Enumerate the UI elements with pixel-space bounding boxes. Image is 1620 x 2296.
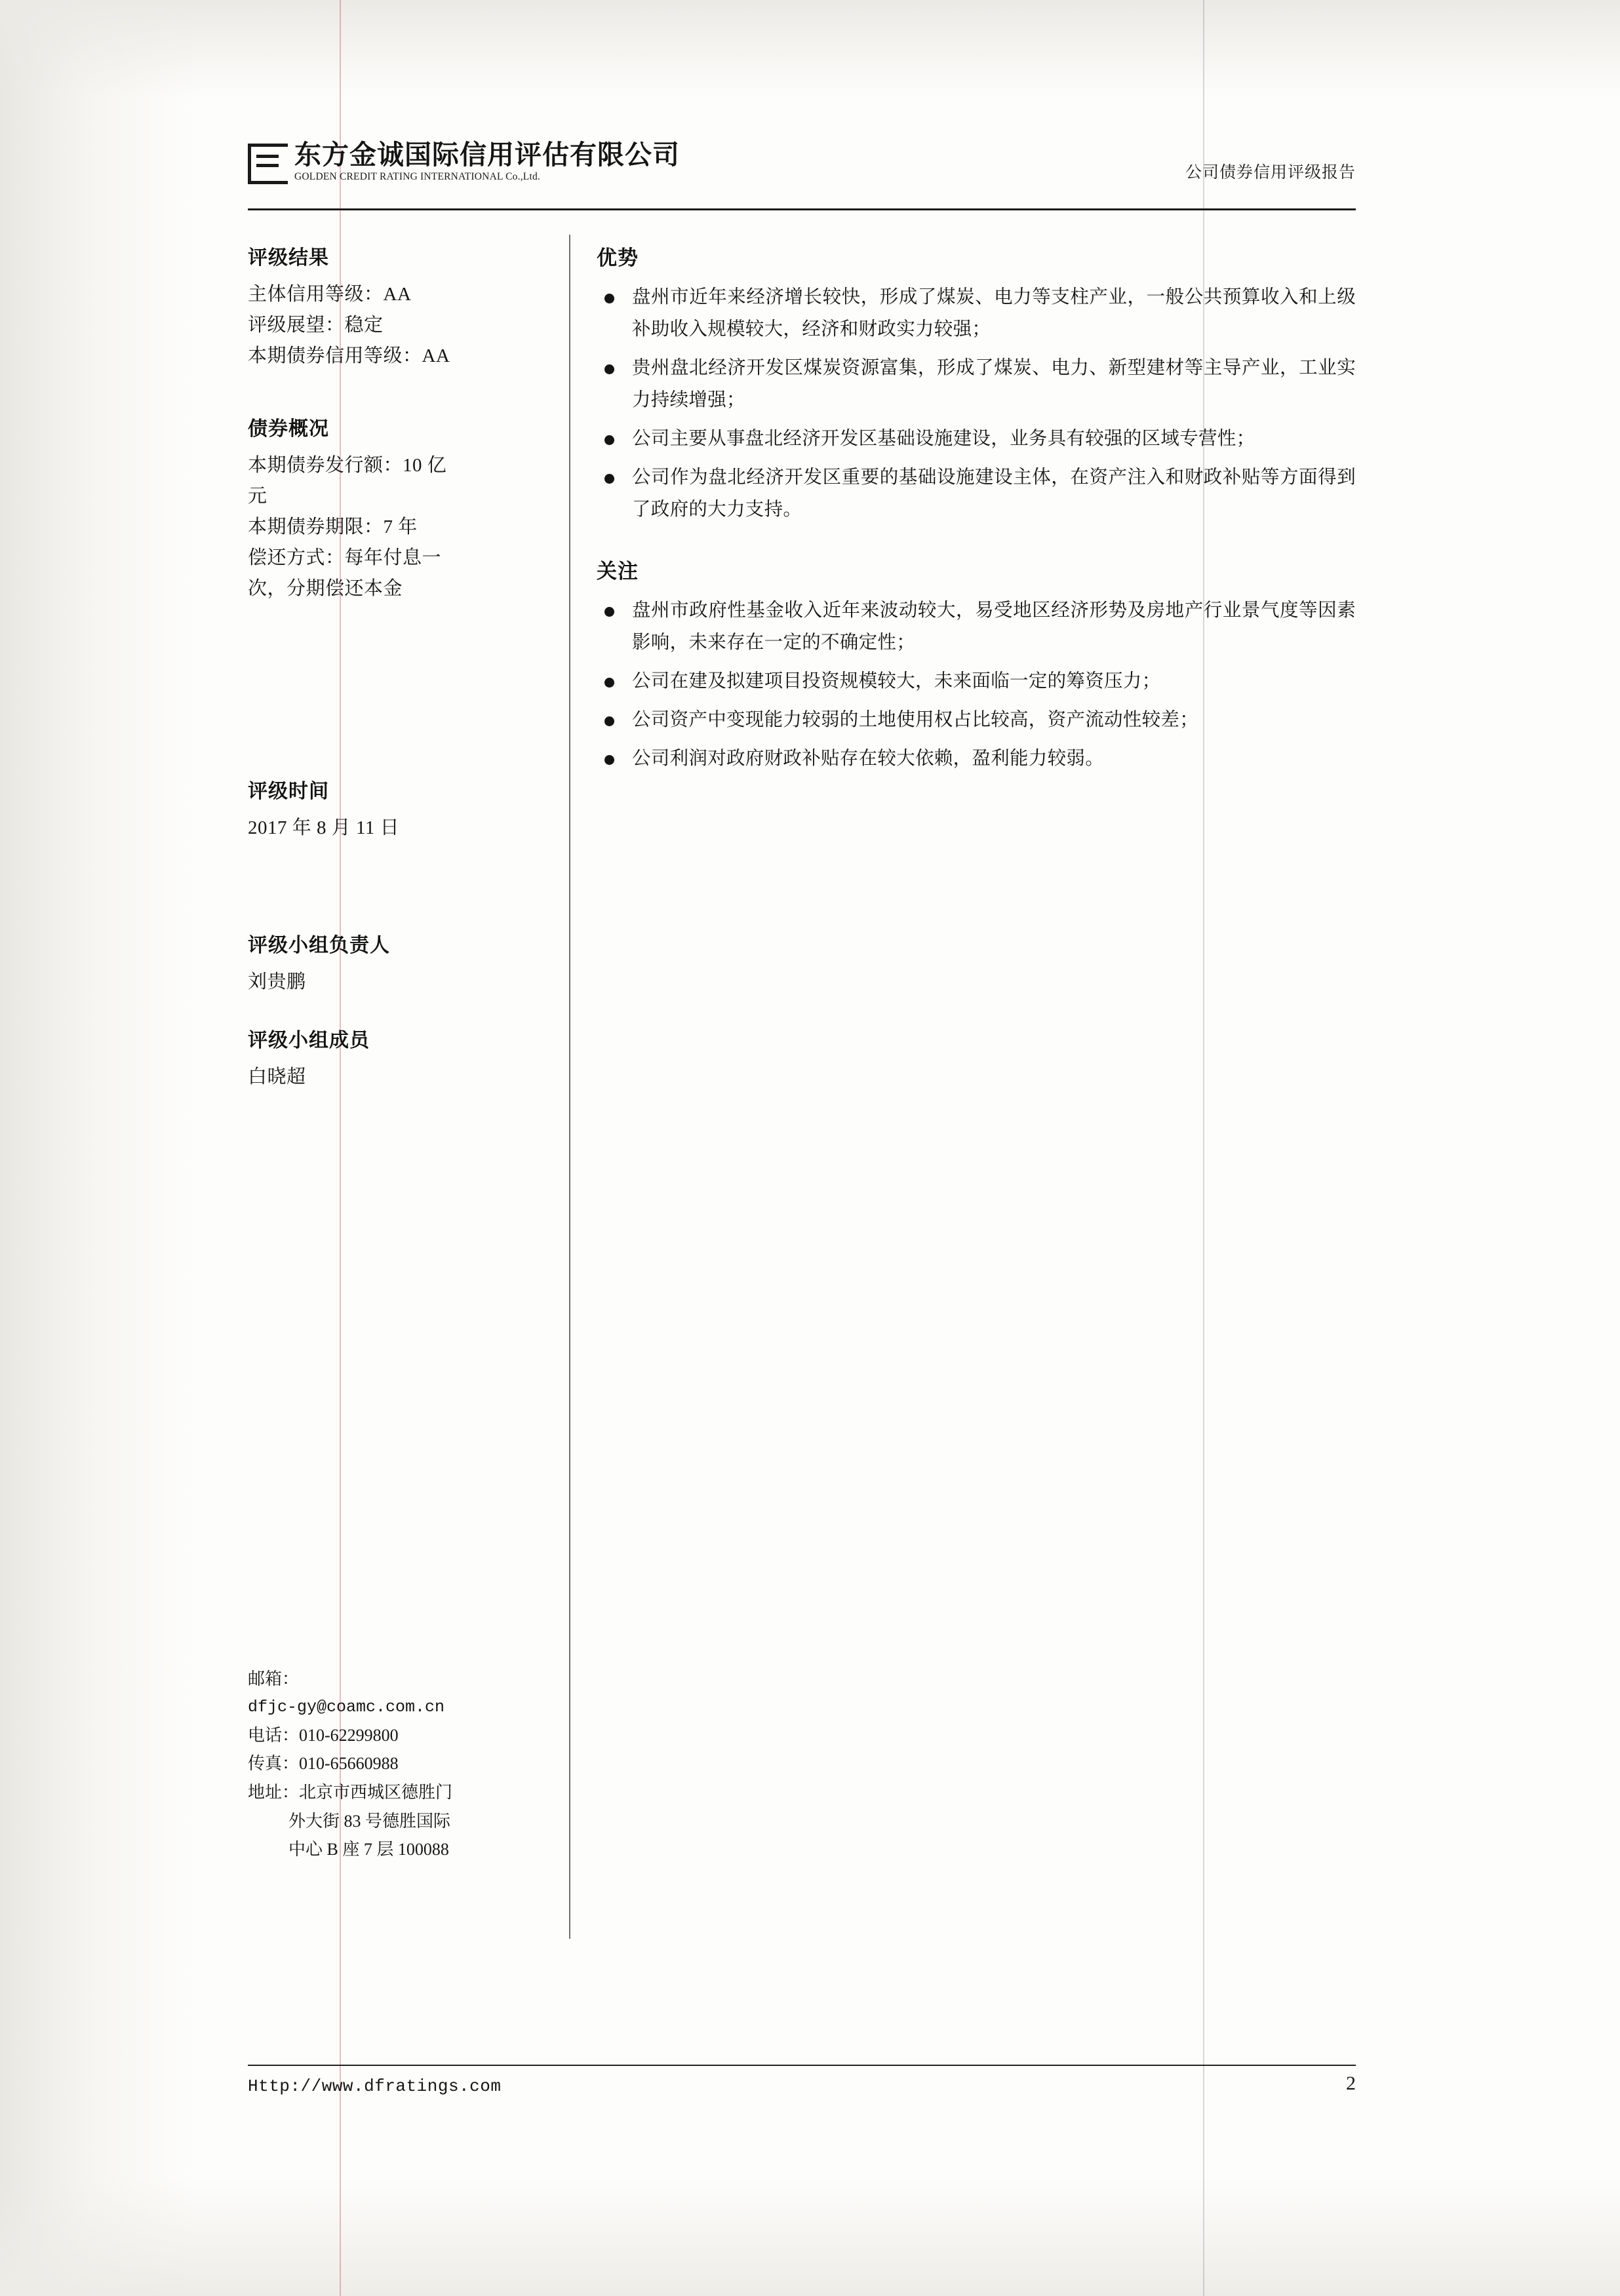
concerns-section [597,555,1356,775]
left-sidebar-column [248,241,549,1093]
logo-mark-icon [248,144,288,184]
rating-result-line: 主体信用等级：AA [248,284,412,305]
telephone: 电话：010-62299800 [248,1725,399,1745]
rating-time-value: 2017 年 8 月 11 日 [248,817,400,838]
team-members-block [248,1024,549,1093]
concerns-list [597,594,1356,775]
email-value: dfjc-gy@coamc.com.cn [248,1697,445,1717]
strengths-list [597,281,1356,526]
rating-result-line: 本期债券信用等级：AA [248,345,450,366]
strengths-section [597,241,1356,526]
bond-overview-line: 本期债券发行额：10 亿 [248,454,447,476]
page-number: 2 [1346,2072,1356,2094]
rating-result-title: 评级结果 [248,247,329,269]
fax: 传真：010-65660988 [248,1754,399,1774]
document-type-label: 公司债券信用评级报告 [1185,163,1356,182]
concerns-title: 关注 [597,560,639,583]
footer-divider [248,2065,1356,2066]
team-leader-block [248,929,549,998]
address-line-3: 中心 B 座 7 层 100088 [288,1840,449,1859]
list-item: 公司利润对政府财政补贴存在较大依赖，盈利能力较弱。 [597,743,1356,775]
company-name-en: GOLDEN CREDIT RATING INTERNATIONAL Co.,Ltd. [294,171,540,183]
team-members-name: 白晓超 [248,1066,306,1087]
main-content-column [597,241,1356,781]
address-line-1: 地址：北京市西城区德胜门 [248,1783,453,1802]
email-label: 邮箱： [248,1669,300,1688]
footer-url[interactable]: Http://www.dfratings.com [248,2076,502,2096]
team-members-title: 评级小组成员 [248,1029,370,1051]
team-leader-name: 刘贵鹏 [248,971,306,992]
bond-overview-block [248,412,549,604]
company-logo [248,141,680,184]
header-divider [248,208,1356,210]
address-line-2: 外大街 83 号德胜国际 [288,1811,451,1831]
document-header [248,141,1356,200]
scan-edge-left [0,0,197,2296]
list-item: 公司资产中变现能力较弱的土地使用权占比较高，资产流动性较差； [597,704,1356,736]
bond-overview-line: 元 [248,485,267,507]
list-item: 贵州盘北经济开发区煤炭资源富集，形成了煤炭、电力、新型建材等主导产业，工业实力持续增强； [597,352,1356,416]
bond-overview-line: 偿还方式：每年付息一 [248,547,442,568]
rating-time-block [248,775,549,844]
company-name-cn: 东方金诚国际信用评估有限公司 [294,140,680,170]
contact-block [248,1665,556,1864]
list-item: 盘州市近年来经济增长较快，形成了煤炭、电力等支柱产业，一般公共预算收入和上级补助收入规模较大，经济和财政实力较强； [597,281,1356,345]
list-item: 公司作为盘北经济开发区重要的基础设施建设主体，在资产注入和财政补贴等方面得到了政府的大力支持。 [597,461,1356,526]
list-item: 公司主要从事盘北经济开发区基础设施建设，业务具有较强的区域专营性； [597,423,1356,455]
strengths-title: 优势 [597,246,639,269]
list-item: 盘州市政府性基金收入近年来波动较大，易受地区经济形势及房地产行业景气度等因素影响，未来存在一定的不确定性； [597,594,1356,659]
bond-overview-line: 本期债券期限：7 年 [248,516,418,537]
rating-result-block [248,241,549,372]
team-leader-title: 评级小组负责人 [248,934,390,956]
list-item: 公司在建及拟建项目投资规模较大，未来面临一定的筹资压力； [597,665,1356,697]
scan-edge-bottom [0,2178,1620,2296]
bond-overview-title: 债券概况 [248,418,329,440]
scan-edge-top [0,0,1620,98]
rating-result-line: 评级展望：稳定 [248,314,384,336]
rating-time-title: 评级时间 [248,780,329,802]
column-divider [569,235,570,1939]
bond-overview-line: 次，分期偿还本金 [248,577,403,599]
